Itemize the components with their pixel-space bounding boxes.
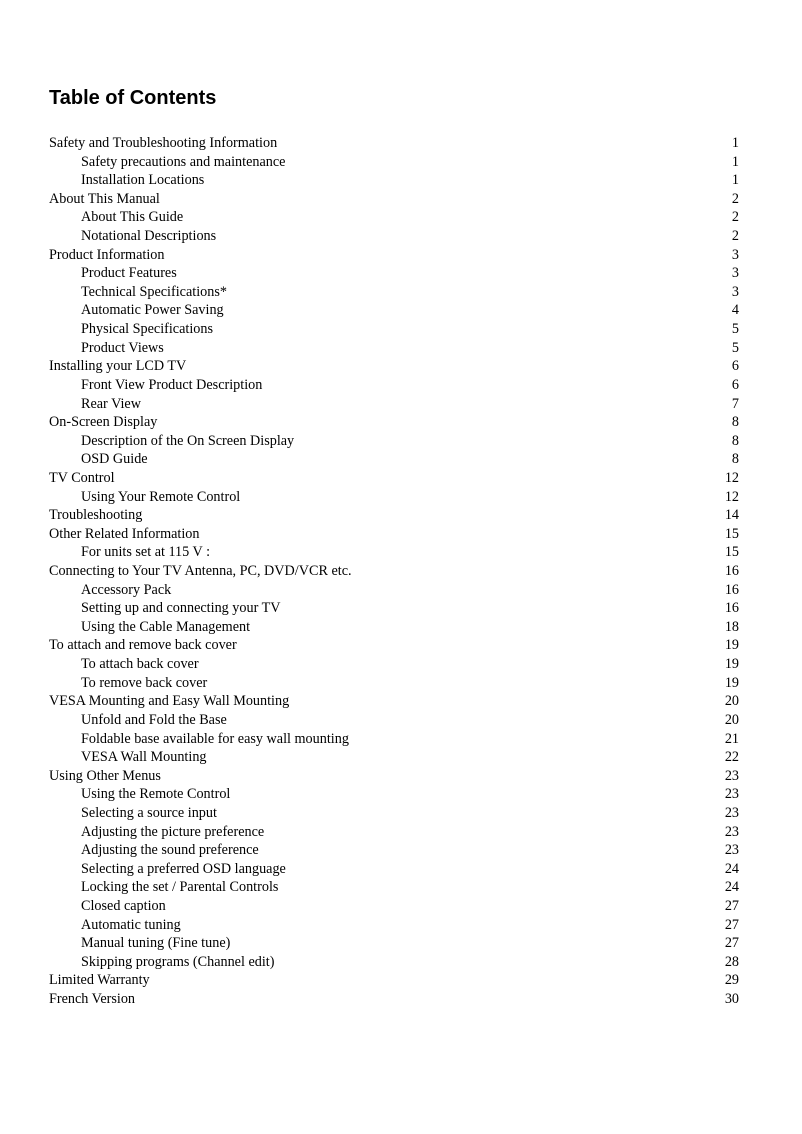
toc-entry-page-number: 16 — [724, 581, 739, 598]
toc-entry-page-number: 19 — [724, 656, 739, 673]
toc-entry-subsection[interactable] — [49, 934, 739, 953]
toc-entry-subsection[interactable] — [49, 897, 739, 916]
toc-entry-section[interactable] — [49, 562, 739, 581]
toc-entry-page-number: 27 — [724, 935, 739, 952]
toc-entry-section[interactable] — [49, 357, 739, 376]
toc-entry-subsection[interactable] — [49, 432, 739, 451]
toc-entry-subsection[interactable] — [49, 543, 739, 562]
toc-entry-page-number: 30 — [724, 991, 739, 1008]
toc-entry-label: Product Features — [81, 265, 177, 282]
toc-entry-page-number: 3 — [731, 265, 739, 282]
toc-entry-page-number: 18 — [724, 618, 739, 635]
toc-entry-label: Selecting a preferred OSD language — [81, 860, 286, 877]
toc-list — [49, 134, 739, 1009]
toc-entry-label: Physical Specifications — [81, 321, 213, 338]
toc-entry-page-number: 19 — [724, 674, 739, 691]
toc-entry-label: Installing your LCD TV — [49, 358, 187, 375]
toc-entry-subsection[interactable] — [49, 488, 739, 507]
toc-entry-subsection[interactable] — [49, 841, 739, 860]
toc-entry-section[interactable] — [49, 990, 739, 1009]
toc-page — [49, 86, 739, 1009]
toc-entry-label: Setting up and connecting your TV — [81, 600, 281, 617]
toc-entry-subsection[interactable] — [49, 227, 739, 246]
toc-entry-subsection[interactable] — [49, 730, 739, 749]
toc-entry-page-number: 5 — [731, 339, 739, 356]
toc-entry-subsection[interactable] — [49, 785, 739, 804]
toc-entry-page-number: 1 — [731, 153, 739, 170]
toc-entry-label: Using the Remote Control — [81, 786, 231, 803]
toc-entry-page-number: 21 — [724, 730, 739, 747]
toc-entry-label: French Version — [49, 991, 136, 1008]
toc-entry-page-number: 7 — [731, 395, 739, 412]
toc-entry-label: About This Guide — [81, 209, 184, 226]
toc-entry-subsection[interactable] — [49, 916, 739, 935]
toc-entry-subsection[interactable] — [49, 711, 739, 730]
page-title: Table of Contents — [49, 87, 217, 109]
toc-entry-subsection[interactable] — [49, 301, 739, 320]
toc-entry-label: For units set at 115 V : — [81, 544, 211, 561]
toc-entry-page-number: 1 — [731, 172, 739, 189]
toc-entry-page-number: 2 — [731, 228, 739, 245]
toc-entry-page-number: 28 — [724, 953, 739, 970]
toc-entry-page-number: 19 — [724, 637, 739, 654]
toc-entry-label: TV Control — [49, 469, 115, 486]
toc-entry-subsection[interactable] — [49, 823, 739, 842]
toc-entry-label: To attach and remove back cover — [49, 637, 237, 654]
toc-entry-subsection[interactable] — [49, 618, 739, 637]
toc-entry-page-number: 20 — [724, 711, 739, 728]
toc-entry-subsection[interactable] — [49, 320, 739, 339]
toc-entry-subsection[interactable] — [49, 450, 739, 469]
toc-entry-page-number: 5 — [731, 321, 739, 338]
toc-entry-label: VESA Wall Mounting — [81, 749, 207, 766]
toc-entry-page-number: 23 — [724, 842, 739, 859]
toc-entry-page-number: 22 — [724, 749, 739, 766]
toc-entry-subsection[interactable] — [49, 395, 739, 414]
toc-entry-label: Accessory Pack — [81, 581, 172, 598]
toc-entry-page-number: 8 — [731, 451, 739, 468]
toc-entry-page-number: 15 — [724, 544, 739, 561]
toc-entry-page-number: 15 — [724, 525, 739, 542]
toc-entry-label: Installation Locations — [81, 172, 205, 189]
toc-entry-label: Description of the On Screen Display — [81, 432, 295, 449]
toc-entry-page-number: 23 — [724, 804, 739, 821]
toc-entry-page-number: 16 — [724, 600, 739, 617]
toc-entry-label: Safety and Troubleshooting Information — [49, 135, 278, 151]
toc-entry-section[interactable] — [49, 413, 739, 432]
toc-entry-label: Rear View — [81, 395, 141, 412]
toc-entry-page-number: 23 — [724, 786, 739, 803]
toc-entry-subsection[interactable] — [49, 264, 739, 283]
toc-entry-section[interactable] — [49, 525, 739, 544]
toc-entry-subsection[interactable] — [49, 953, 739, 972]
toc-entry-subsection[interactable] — [49, 655, 739, 674]
toc-entry-page-number: 6 — [731, 376, 739, 393]
toc-entry-subsection[interactable] — [49, 208, 739, 227]
toc-entry-page-number: 23 — [724, 823, 739, 840]
toc-entry-page-number: 12 — [724, 469, 739, 486]
toc-entry-page-number: 29 — [724, 972, 739, 989]
toc-entry-page-number: 2 — [731, 209, 739, 226]
toc-entry-page-number: 3 — [731, 246, 739, 263]
toc-entry-label: Connecting to Your TV Antenna, PC, DVD/VCR etc. — [49, 563, 352, 580]
toc-entry-label: Closed caption — [81, 897, 166, 914]
toc-entry-page-number: 2 — [731, 190, 739, 207]
toc-entry-page-number: 8 — [731, 432, 739, 449]
toc-entry-subsection[interactable] — [49, 878, 739, 897]
toc-entry-subsection[interactable] — [49, 581, 739, 600]
toc-entry-page-number: 20 — [724, 693, 739, 710]
toc-entry-section[interactable] — [49, 636, 739, 655]
toc-entry-label: Safety precautions and maintenance — [81, 153, 286, 170]
toc-entry-label: About This Manual — [49, 190, 160, 207]
toc-entry-subsection[interactable] — [49, 674, 739, 693]
toc-entry-label: Using Your Remote Control — [81, 488, 241, 505]
toc-entry-label: Troubleshooting — [49, 507, 143, 524]
toc-entry-section[interactable] — [49, 506, 739, 525]
toc-entry-label: Technical Specifications* — [81, 283, 227, 300]
toc-entry-section[interactable] — [49, 767, 739, 786]
toc-entry-page-number: 24 — [724, 860, 739, 877]
toc-entry-label: Automatic tuning — [81, 916, 181, 933]
toc-entry-subsection[interactable] — [49, 376, 739, 395]
toc-entry-label: Adjusting the picture preference — [81, 823, 265, 840]
toc-entry-section[interactable] — [49, 692, 739, 711]
toc-entry-page-number: 12 — [724, 488, 739, 505]
toc-entry-label: Selecting a source input — [81, 804, 217, 821]
toc-entry-label: Using Other Menus — [49, 767, 161, 784]
toc-entry-page-number: 16 — [724, 563, 739, 580]
toc-entry-section[interactable] — [49, 246, 739, 265]
toc-entry-page-number: 14 — [724, 507, 739, 524]
toc-entry-label: Manual tuning (Fine tune) — [81, 935, 231, 952]
toc-entry-label: Adjusting the sound preference — [81, 842, 259, 859]
toc-entry-label: To attach back cover — [81, 656, 199, 673]
toc-entry-section[interactable] — [49, 971, 739, 990]
toc-entry-page-number: 1 — [731, 135, 739, 151]
toc-entry-section[interactable] — [49, 190, 739, 209]
toc-entry-label: Skipping programs (Channel edit) — [81, 953, 275, 970]
toc-entry-page-number: 24 — [724, 879, 739, 896]
toc-entry-subsection[interactable] — [49, 153, 739, 172]
toc-entry-label: Foldable base available for easy wall mounting — [81, 730, 349, 747]
toc-entry-page-number: 27 — [724, 916, 739, 933]
toc-entry-label: Locking the set / Parental Controls — [81, 879, 279, 896]
toc-entry-subsection[interactable] — [49, 748, 739, 767]
toc-entry-label: Unfold and Fold the Base — [81, 711, 227, 728]
toc-entry-page-number: 4 — [731, 302, 739, 319]
toc-entry-section[interactable] — [49, 469, 739, 488]
toc-entry-subsection[interactable] — [49, 860, 739, 879]
toc-entry-label: Notational Descriptions — [81, 228, 217, 245]
toc-entry-label: OSD Guide — [81, 451, 148, 468]
toc-entry-subsection[interactable] — [49, 283, 739, 302]
toc-entry-label: Other Related Information — [49, 525, 200, 542]
toc-entry-label: To remove back cover — [81, 674, 208, 691]
toc-entry-subsection[interactable] — [49, 599, 739, 618]
toc-entry-subsection[interactable] — [49, 339, 739, 358]
toc-entry-label: Using the Cable Management — [81, 618, 251, 635]
toc-entry-subsection[interactable] — [49, 171, 739, 190]
toc-entry-label: Limited Warranty — [49, 972, 150, 989]
toc-entry-page-number: 8 — [731, 414, 739, 431]
toc-entry-label: Front View Product Description — [81, 376, 263, 393]
toc-entry-page-number: 6 — [731, 358, 739, 375]
toc-entry-label: Product Views — [81, 339, 164, 356]
toc-entry-label: On-Screen Display — [49, 414, 158, 431]
toc-entry-label: VESA Mounting and Easy Wall Mounting — [49, 693, 290, 710]
toc-entry-section[interactable] — [49, 134, 739, 153]
toc-entry-page-number: 3 — [731, 283, 739, 300]
toc-entry-label: Product Information — [49, 246, 165, 263]
toc-entry-page-number: 27 — [724, 897, 739, 914]
toc-entry-label: Automatic Power Saving — [81, 302, 224, 319]
toc-entry-subsection[interactable] — [49, 804, 739, 823]
toc-entry-page-number: 23 — [724, 767, 739, 784]
